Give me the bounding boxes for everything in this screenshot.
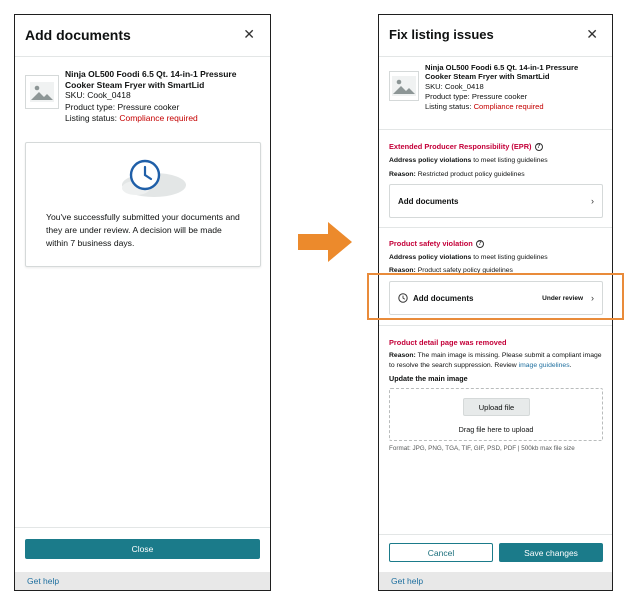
safety-reason-text: Reason: Product safety policy guidelines (389, 267, 513, 274)
image-placeholder-icon (25, 75, 59, 109)
chevron-right-icon: › (591, 196, 594, 206)
review-status-card (25, 142, 261, 267)
product-sku: SKU: Cook_0418 (425, 81, 484, 91)
format-hint: Format: JPG, PNG, TGA, TIF, GIF, PSD, PDF | 500kb max file size (389, 445, 575, 452)
panel-header (15, 15, 270, 57)
image-placeholder-icon (389, 71, 419, 101)
panel-header (379, 15, 612, 57)
removed-reason-text: Reason: The main image is missing. Please submit a compliant image to resolve the search suppression. Review image guidelines. (389, 352, 602, 369)
review-message: You've successfully submitted your documents and they are under review. A decision will be made within 7 business days. (46, 212, 240, 248)
listing-status: Listing status: Compliance required (425, 102, 544, 112)
divider (15, 527, 270, 528)
close-icon[interactable]: ✕ (586, 26, 598, 42)
drag-hint: Drag file here to upload (458, 425, 534, 434)
upload-file-button[interactable]: Upload file (463, 398, 530, 416)
update-image-label: Update the main image (389, 374, 468, 383)
product-sku: SKU: Cook_0418 (65, 90, 131, 101)
clock-icon (94, 158, 194, 198)
help-bar (379, 572, 612, 590)
safety-address-text: Address policy violations to meet listing guidelines (389, 254, 548, 261)
save-changes-button[interactable]: Save changes (499, 543, 603, 562)
file-drop-zone[interactable] (389, 388, 603, 441)
product-info (65, 69, 255, 125)
divider (379, 325, 612, 326)
chevron-right-icon: › (591, 293, 594, 303)
get-help-link[interactable]: Get help (27, 576, 60, 586)
divider (379, 129, 612, 130)
close-icon[interactable]: ✕ (243, 26, 255, 42)
help-bar (15, 572, 270, 590)
cancel-button[interactable]: Cancel (389, 543, 493, 562)
epr-add-documents-button[interactable]: Add documents › (389, 184, 603, 218)
divider (379, 227, 612, 228)
close-button[interactable]: Close (25, 539, 260, 559)
epr-reason-text: Reason: Restricted product policy guidelines (389, 171, 525, 178)
product-name: Ninja OL500 Foodi 6.5 Qt. 14-in-1 Pressure Cooker Steam Fryer with SmartLid (65, 69, 237, 90)
product-type: Product type: Pressure cooker (425, 92, 528, 102)
listing-status: Listing status: Compliance required (65, 113, 198, 124)
highlight-box (367, 273, 624, 320)
product-type: Product type: Pressure cooker (65, 101, 180, 112)
removed-section-title: Product detail page was removed (389, 338, 507, 347)
info-icon[interactable]: ? (535, 143, 543, 151)
product-info (425, 63, 605, 113)
panel-title: Add documents (25, 27, 131, 43)
safety-add-documents-button[interactable]: Add documents Under review › (389, 281, 603, 315)
add-documents-panel (14, 14, 271, 591)
panel-title: Fix listing issues (389, 27, 494, 42)
image-guidelines-link[interactable]: image guidelines (518, 361, 570, 369)
arrow-right-icon (298, 222, 352, 262)
divider (379, 534, 612, 535)
epr-address-text: Address policy violations to meet listing guidelines (389, 157, 548, 164)
product-summary (389, 63, 605, 113)
safety-section-title: Product safety violation ? (389, 239, 484, 248)
status-badge: Under review (542, 294, 583, 302)
epr-section-title: Extended Producer Responsibility (EPR) ? (389, 142, 543, 151)
product-name: Ninja OL500 Foodi 6.5 Qt. 14-in-1 Pressure Cooker Steam Fryer with SmartLid (425, 63, 579, 82)
get-help-link[interactable]: Get help (391, 576, 424, 586)
info-icon[interactable]: ? (476, 240, 484, 248)
product-summary (25, 69, 255, 125)
